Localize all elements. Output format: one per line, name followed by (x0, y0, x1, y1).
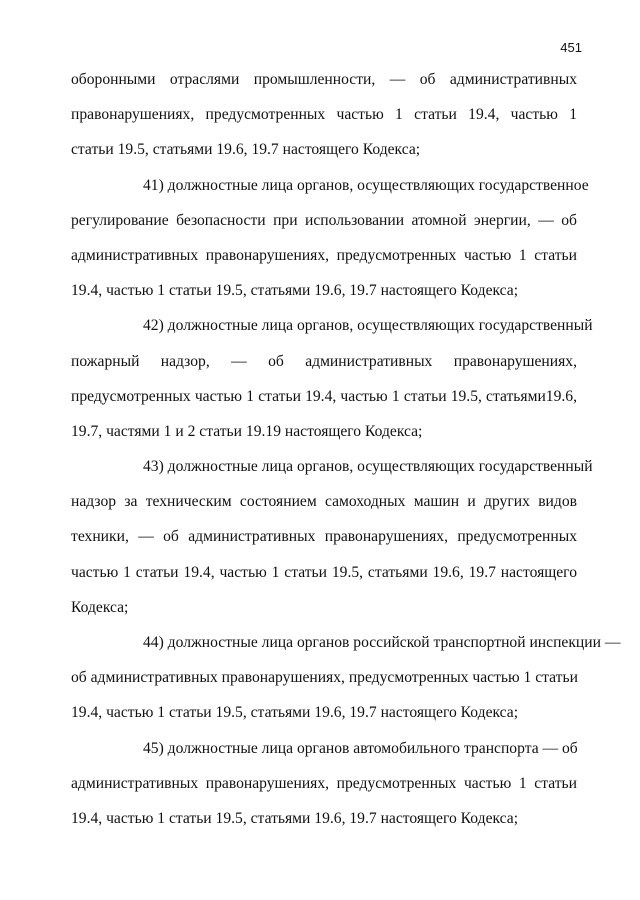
paragraph (71, 731, 577, 837)
text-line: 19.4, частью 1 статьи 19.5, статьями 19.6, 19.7 настоящего Кодекса; (71, 704, 519, 722)
text-line: 44) должностные лица органов российской транспортной инспекции — (143, 634, 621, 651)
text-line: административных правонарушениях, предусмотренных частью 1 статьи (71, 774, 577, 792)
text-line: 19.4, частью 1 статьи 19.5, статьями 19.6, 19.7 настоящего Кодекса; (71, 282, 519, 300)
text-line: пожарный надзор, — об административных правонарушениях, (71, 352, 577, 370)
text-line: об административных правонарушениях, предусмотренных частью 1 статьи (71, 669, 578, 687)
paragraph (71, 449, 593, 625)
paragraph (71, 625, 621, 731)
text-line: техники, — об административных правонарушениях, предусмотренных (71, 528, 577, 546)
paragraph (71, 308, 593, 449)
text-line: 19.7, частями 1 и 2 статьи 19.19 настоящего Кодекса; (71, 422, 423, 440)
page-number: 451 (560, 40, 582, 55)
text-line: частью 1 статьи 19.4, частью 1 статьи 19.5, статьями 19.6, 19.7 настоящего (71, 563, 577, 581)
text-line: 19.4, частью 1 статьи 19.5, статьями 19.6, 19.7 настоящего Кодекса; (71, 809, 519, 827)
document-body (71, 62, 621, 836)
text-line: оборонными отраслями промышленности, — об административных (71, 71, 577, 88)
text-line: регулирование безопасности при использовании атомной энергии, — об (71, 211, 577, 229)
text-line: 45) должностные лица органов автомобильного транспорта — об (143, 739, 578, 757)
text-line: административных правонарушениях, предусмотренных частью 1 статьи (71, 246, 577, 264)
text-line: надзор за техническим состоянием самоходных машин и других видов (71, 493, 577, 511)
text-line: предусмотренных частью 1 статьи 19.4, частью 1 статьи 19.5, статьями19.6, (71, 387, 577, 405)
text-line: 41) должностные лица органов, осуществляющих государственное (143, 176, 589, 194)
paragraph (71, 62, 577, 168)
text-line: правонарушениях, предусмотренных частью 1 статьи 19.4, частью 1 (71, 106, 577, 124)
text-line: 43) должностные лица органов, осуществляющих государственный (143, 458, 593, 476)
text-line: 42) должностные лица органов, осуществляющих государственный (143, 317, 593, 335)
text-line: статьи 19.5, статьями 19.6, 19.7 настоящего Кодекса; (71, 141, 421, 159)
text-line: Кодекса; (71, 598, 129, 616)
paragraph (71, 168, 589, 309)
